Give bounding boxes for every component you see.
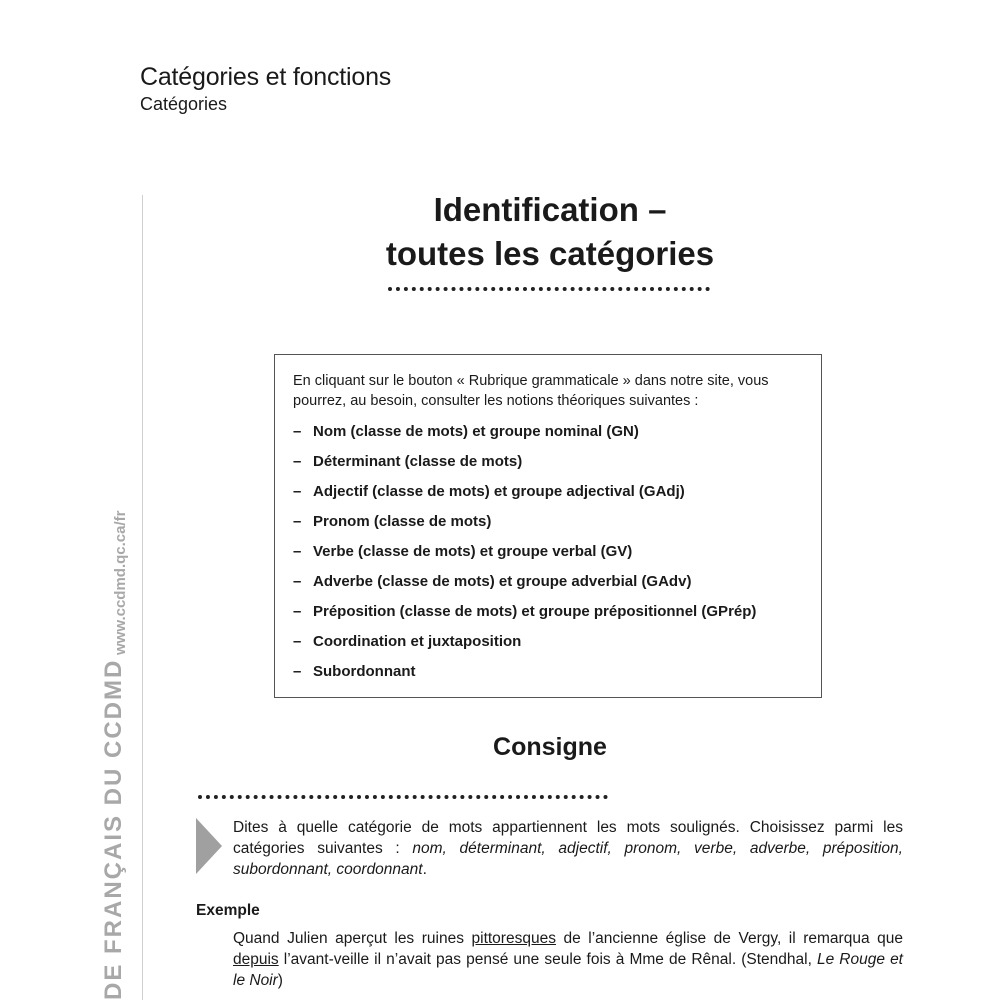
list-item-text: Déterminant (classe de mots) bbox=[313, 453, 523, 470]
list-item-text: Adverbe (classe de mots) et groupe adverbial (GAdv) bbox=[313, 573, 692, 590]
list-item bbox=[293, 417, 803, 447]
exemple-part: Quand Julien aperçut les ruines bbox=[233, 930, 472, 947]
list-dash: – bbox=[293, 603, 302, 620]
list-dash: – bbox=[293, 483, 302, 500]
list-dash: – bbox=[293, 513, 302, 530]
list-item-text: Adjectif (classe de mots) et groupe adjectival (GAdj) bbox=[313, 483, 685, 500]
title-line-2: toutes les catégories bbox=[385, 235, 715, 272]
notions-list bbox=[293, 417, 803, 687]
list-item bbox=[293, 447, 803, 477]
title-divider bbox=[388, 287, 710, 291]
exercise-title bbox=[300, 188, 800, 276]
list-dash: – bbox=[293, 573, 302, 590]
vertical-rule bbox=[142, 195, 143, 1000]
underlined-word: pittoresques bbox=[471, 930, 556, 947]
play-arrow-icon bbox=[196, 818, 222, 874]
title-line-1: Identification – bbox=[433, 191, 667, 228]
list-item bbox=[293, 597, 803, 627]
exemple-part: l’avant-veille il n’avait pas pensé une seule fois à Mme de Rênal. (Stendhal, bbox=[278, 951, 817, 968]
list-item-text: Verbe (classe de mots) et groupe verbal (GV) bbox=[313, 543, 633, 560]
list-item-text: Nom (classe de mots) et groupe nominal (GN) bbox=[313, 423, 639, 440]
exemple-text bbox=[233, 928, 903, 991]
page-header bbox=[140, 62, 391, 116]
consigne-categories: nom, déterminant, adjectif, pronom, verbe, adverbe, préposition, subordonnant, coordonnant bbox=[233, 840, 903, 878]
list-dash: – bbox=[293, 423, 302, 440]
list-item-text: Préposition (classe de mots) et groupe prépositionnel (GPrép) bbox=[313, 603, 757, 620]
list-item-text: Subordonnant bbox=[313, 663, 416, 680]
work-title: Le Rouge et le Noir bbox=[233, 951, 903, 989]
list-item bbox=[293, 477, 803, 507]
exemple-part: de l’ancienne église de Vergy, il remarqua que bbox=[555, 930, 903, 947]
consigne-heading: Consigne bbox=[493, 733, 607, 761]
list-dash: – bbox=[293, 453, 302, 470]
list-item-text: Coordination et juxtaposition bbox=[313, 633, 522, 650]
exemple-part: ) bbox=[277, 972, 283, 989]
consigne-divider bbox=[198, 795, 608, 799]
notions-box bbox=[274, 354, 822, 698]
section-title: Catégories et fonctions bbox=[140, 63, 392, 91]
sidebar-url: www.ccdmd.qc.ca/fr bbox=[112, 510, 129, 655]
list-item bbox=[293, 507, 803, 537]
list-item-text: Pronom (classe de mots) bbox=[313, 513, 492, 530]
notions-intro: En cliquant sur le bouton « Rubrique grammaticale » dans notre site, vous pourrez, au besoin, consulter les notions théoriques suivantes : bbox=[293, 373, 769, 409]
list-item bbox=[293, 567, 803, 597]
consigne-text bbox=[233, 817, 903, 880]
list-dash: – bbox=[293, 663, 302, 680]
consigne-text-start: Dites à quelle catégorie de mots appartiennent les mots soulignés. Choisissez parmi les catégories suivantes : bbox=[233, 819, 903, 857]
underlined-word: depuis bbox=[233, 951, 279, 968]
section-subtitle: Catégories bbox=[140, 94, 228, 114]
list-item bbox=[293, 627, 803, 657]
list-dash: – bbox=[293, 543, 302, 560]
list-item bbox=[293, 657, 803, 687]
list-dash: – bbox=[293, 633, 302, 650]
exemple-label: Exemple bbox=[196, 902, 260, 919]
sidebar-label: DE FRANÇAIS DU CCDMD bbox=[100, 658, 127, 1000]
consigne-text-end: . bbox=[422, 861, 427, 878]
list-item bbox=[293, 537, 803, 567]
